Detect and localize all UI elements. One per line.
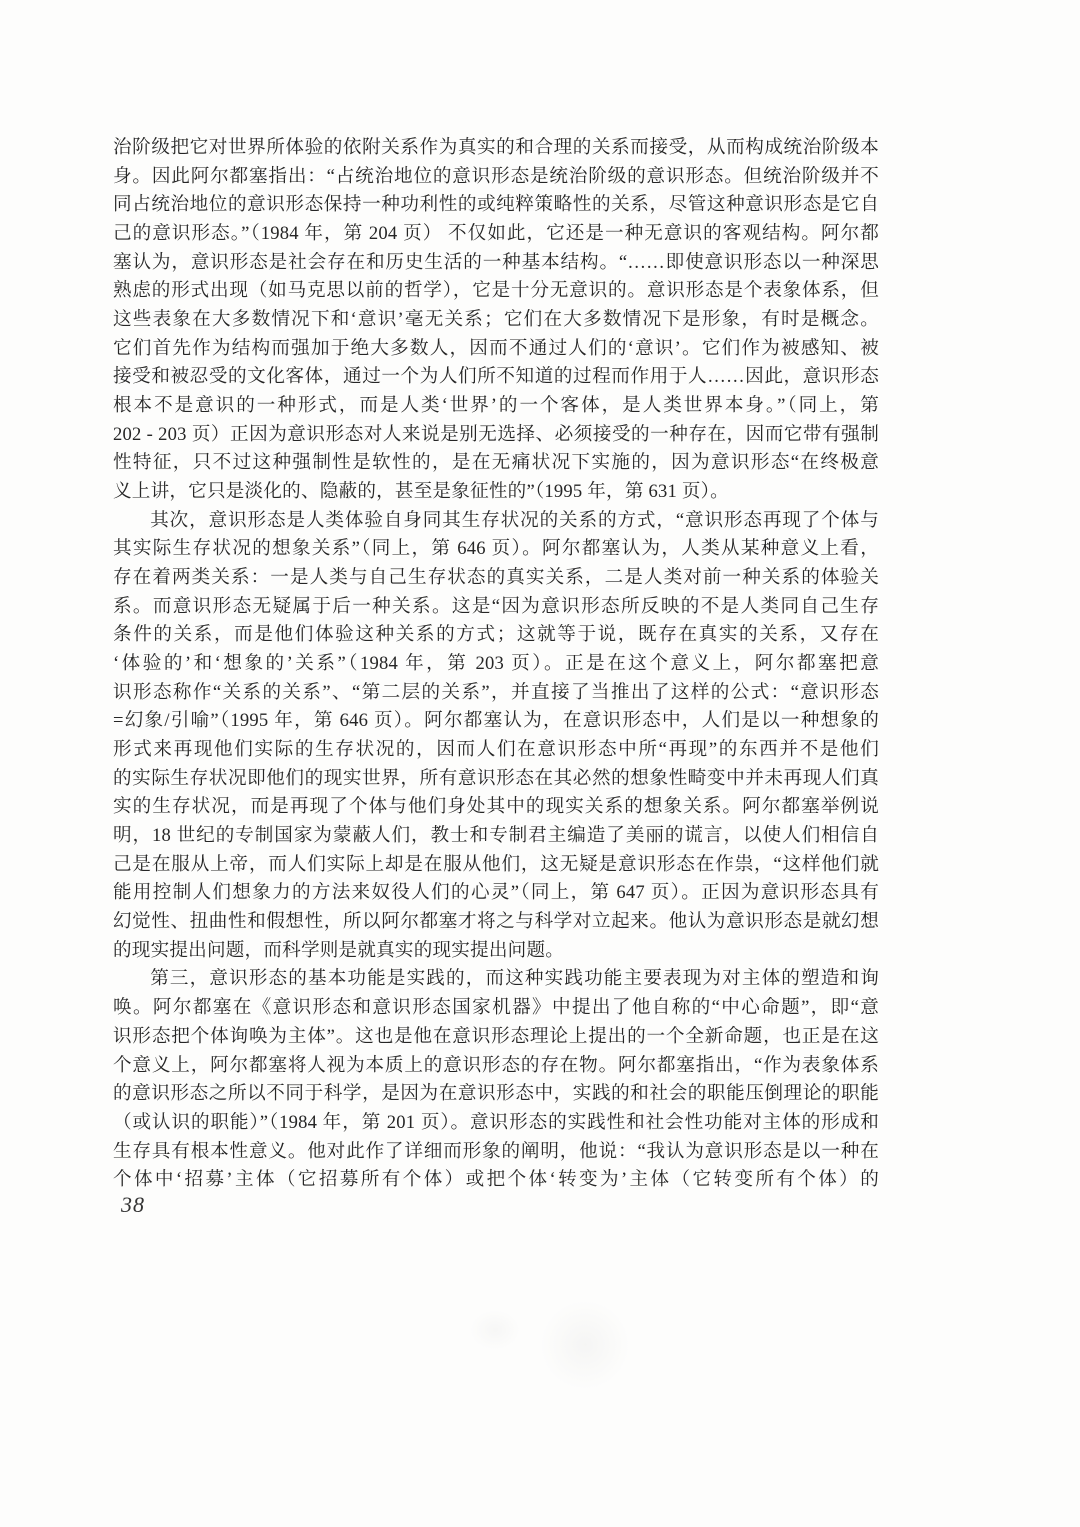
text-line: 第三，意识形态的基本功能是实践的，而这种实践功能主要表现为对主体的塑造和询	[150, 968, 879, 990]
text-line: 个意义上，阿尔都塞将人视为本质上的意识形态的存在物。阿尔都塞指出，“作为表象体系	[113, 1054, 879, 1076]
text-line: 治阶级把它对世界所体验的依附关系作为真实的和合理的关系而接受，从而构成统治阶级本	[113, 137, 879, 158]
text-line: 其实际生存状况的想象关系”（同上，第 646 页）。阿尔都塞认为，人类从某种意义上看，	[113, 538, 879, 560]
text-line: =幻象/引喻”（1995 年，第 646 页）。阿尔都塞认为，在意识形态中，人们是以一种想象的	[113, 710, 879, 732]
text-line: 身。因此阿尔都塞指出：“占统治地位的意识形态是统治阶级的意识形态。但统治阶级并不	[113, 165, 879, 187]
text-line: 个体中‘招募’主体（它招募所有个体）或把个体‘转变为’主体（它转变所有个体）的	[113, 1169, 879, 1191]
text-line: 存在着两类关系：一是人类与自己生存状态的真实关系，二是人类对前一种关系的体验关	[113, 567, 879, 589]
text-line: 系。而意识形态无疑属于后一种关系。这是“因为意识形态所反映的不是人类同自己生存	[113, 595, 879, 617]
text-line: 明，18 世纪的专制国家为蒙蔽人们，教士和专制君主编造了美丽的谎言，以使人们相信自	[113, 825, 879, 847]
text-line: 唤。阿尔都塞在《意识形态和意识形态国家机器》中提出了他自称的“中心命题”，即“意	[113, 997, 879, 1019]
text-line: 同占统治地位的意识形态保持一种功利性的或纯粹策略性的关系，尽管这种意识形态是它自	[113, 194, 879, 216]
text-line: 性特征，只不过这种强制性是软性的，是在无痛状况下实施的，因为意识形态“在终极意	[113, 452, 879, 474]
text-line: ‘体验的’和‘想象的’关系”（1984 年，第 203 页）。正是在这个意义上，阿尔都塞把意	[113, 653, 879, 675]
text-line: 义上讲，它只是淡化的、隐蔽的，甚至是象征性的”（1995 年，第 631 页）。	[113, 481, 729, 503]
text-line: 202 - 203 页）正因为意识形态对人来说是别无选择、必须接受的一种存在，因而它带有强制	[113, 423, 879, 445]
text-line: 的现实提出问题，而科学则是就真实的现实提出问题。	[113, 939, 565, 961]
scan-smudge	[540, 1300, 630, 1390]
paragraph	[113, 507, 879, 966]
text-line: 熟虑的形式出现（如马克思以前的哲学），它是十分无意识的。意识形态是个表象体系，但	[113, 280, 879, 302]
paragraph	[113, 965, 879, 1194]
scan-smudge	[470, 1310, 520, 1350]
text-line: 实的生存状况，而是再现了个体与他们身处其中的现实关系的想象关系。阿尔都塞举例说	[113, 796, 879, 818]
text-line: 识形态称作“关系的关系”、“第二层的关系”，并直接了当推出了这样的公式：“意识形态	[113, 681, 879, 703]
text-line: 生存具有根本性意义。他对此作了详细而形象的阐明，他说：“我认为意识形态是以一种在	[113, 1140, 879, 1162]
text-line: 条件的关系，而是他们体验这种关系的方式；这就等于说，既存在真实的关系，又存在	[113, 624, 879, 646]
text-line: （或认识的职能）”（1984 年，第 201 页）。意识形态的实践性和社会性功能对主体的形成和	[113, 1111, 879, 1133]
text-line: 己的意识形态。”（1984 年，第 204 页） 不仅如此，它还是一种无意识的客观结构。阿尔都	[113, 223, 879, 245]
text-line: 接受和被忍受的文化客体，通过一个为人们所不知道的过程而作用于人……因此，意识形态	[113, 366, 879, 388]
text-line: 的意识形态之所以不同于科学，是因为在意识形态中，实践的和社会的职能压倒理论的职能	[113, 1083, 879, 1105]
text-line: 它们首先作为结构而强加于绝大多数人，因而不通过人们的‘意识’。它们作为被感知、被	[113, 337, 879, 359]
text-line: 识形态把个体询唤为主体”。这也是他在意识形态理论上提出的一个全新命题，也正是在这	[113, 1025, 879, 1047]
text-line: 幻觉性、扭曲性和假想性，所以阿尔都塞才将之与科学对立起来。他认为意识形态是就幻想	[113, 911, 879, 933]
text-line: 形式来再现他们实际的生存状况的，因而人们在意识形态中所“再现”的东西并不是他们	[113, 739, 879, 761]
text-line: 己是在服从上帝，而人们实际上却是在服从他们，这无疑是意识形态在作祟，“这样他们就	[113, 853, 879, 875]
paragraph	[113, 134, 879, 507]
text-block	[113, 134, 879, 1195]
page-number: 38	[121, 1192, 145, 1217]
text-line: 能用控制人们想象力的方法来奴役人们的心灵”（同上，第 647 页）。正因为意识形态具有	[113, 882, 879, 904]
text-line: 塞认为，意识形态是社会存在和历史生活的一种基本结构。“……即使意识形态以一种深思	[113, 251, 879, 273]
text-line: 的实际生存状况即他们的现实世界，所有意识形态在其必然的想象性畸变中并未再现人们真	[113, 767, 879, 789]
text-line: 其次，意识形态是人类体验自身同其生存状况的关系的方式，“意识形态再现了个体与	[150, 509, 879, 531]
text-line: 根本不是意识的一种形式，而是人类‘世界’的一个客体，是人类世界本身。”（同上，第	[113, 395, 879, 417]
text-line: 这些表象在大多数情况下和‘意识’毫无关系；它们在大多数情况下是形象，有时是概念。	[113, 309, 879, 331]
